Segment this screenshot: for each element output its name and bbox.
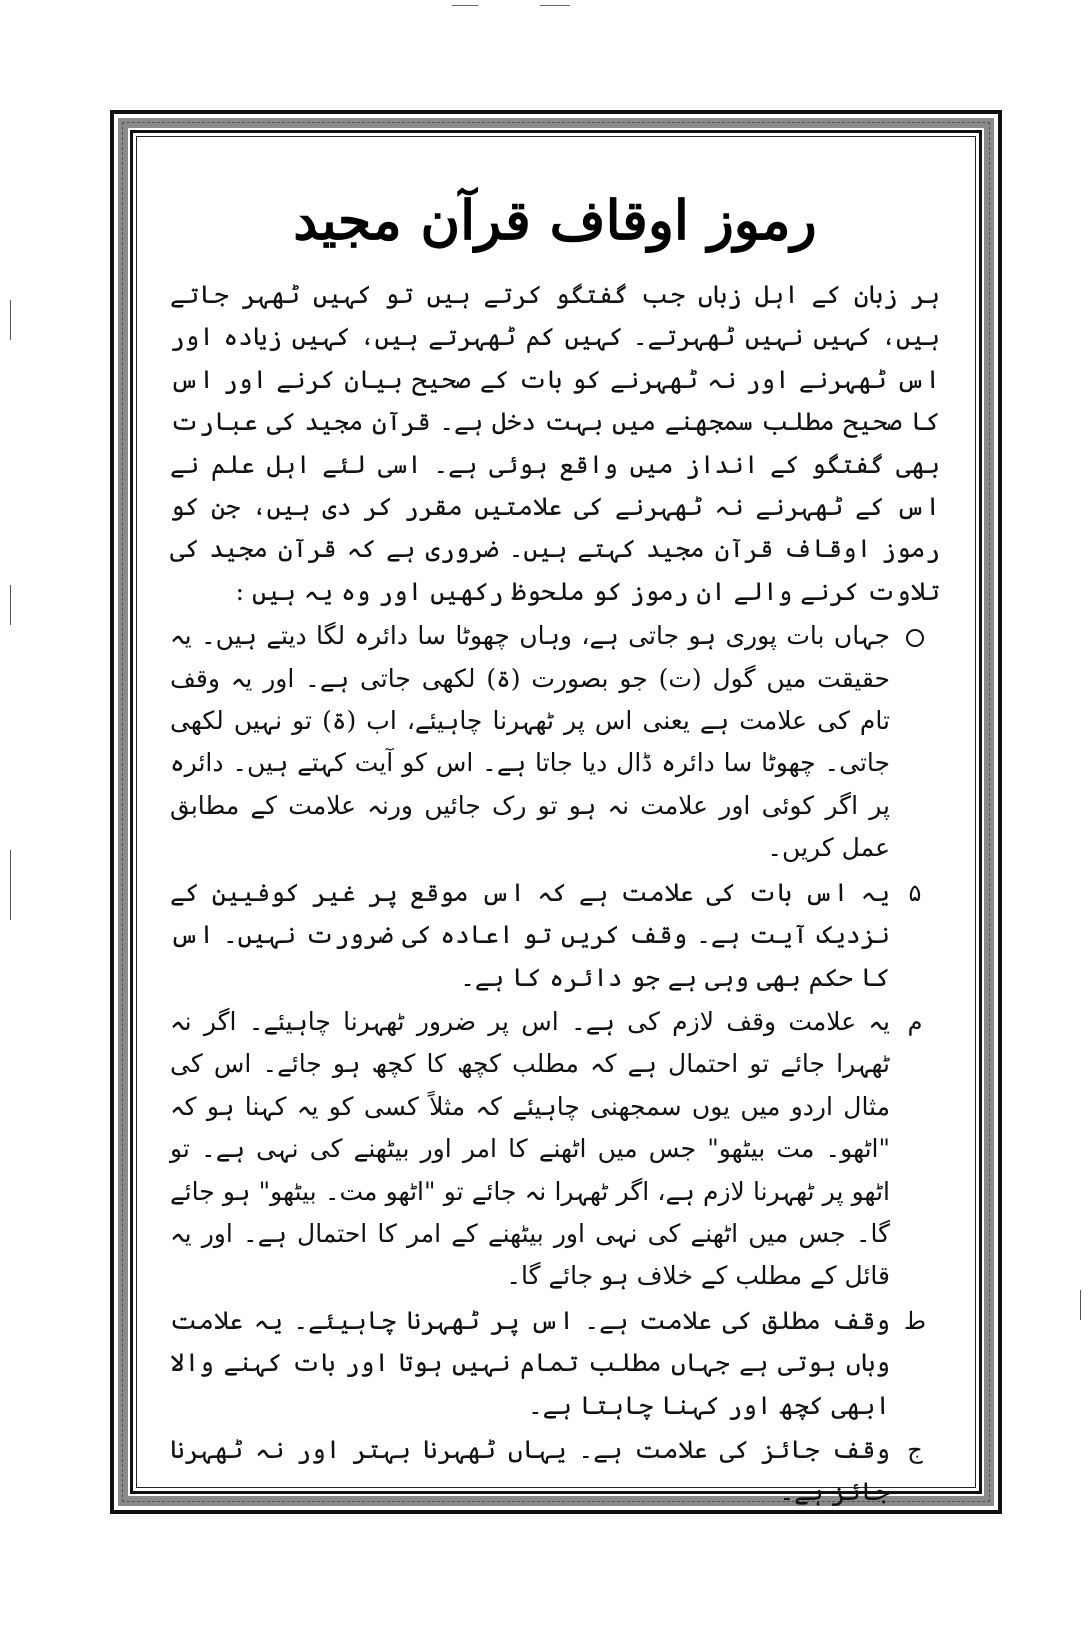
scan-edge-mark xyxy=(10,300,11,340)
rule-item xyxy=(170,615,940,869)
scan-edge-mark xyxy=(10,585,11,625)
page-title: رموز اوقاف قرآن مجید xyxy=(293,188,817,252)
rule-text: یہ اس بات کی علامت ہے کہ اس موقع پر غیر کوفیین کے نزدیک آیت ہے۔ وقف کریں تو اعادہ کی ضرورت نہیں۔ اس کا حکم بھی وہی ہے جو دائرہ کا ہے۔ xyxy=(170,877,890,992)
scan-edge-mark xyxy=(10,850,11,920)
rule-marker: ۵ xyxy=(908,878,922,907)
rule-item xyxy=(170,1429,940,1514)
circle-stop-icon xyxy=(890,615,940,869)
intro-paragraph: ہر زبان کے اہل زباں جب گفتگو کرتے ہیں تو کہیں ٹھہر جاتے ہیں، کہیں نہیں ٹھہرتے۔ کہیں کم ٹھہرتے ہیں، کہیں زیادہ اور اس ٹھہرنے اور نہ ٹھہرنے کو بات کے صحیح بیان کرنے اور اس کا صحیح مطلب سمجھنے میں بہت دخل ہے۔ قرآن مجید کی عبارت بھی گفتگو کے انداز میں واقع ہوئی ہے۔ اسی لئے اہل علم نے اس کے ٹھہرنے نہ ٹھہرنے کی علامتیں مقرر کر دی ہیں، جن کو رموز اوقاف قرآن مجید کہتے ہیں۔ ضروری ہے کہ قرآن مجید کی تلاوت کرنے والے ان رموز کو ملحوظ رکھیں اور وہ یہ ہیں : xyxy=(170,280,940,606)
rule-text: وقف جائز کی علامت ہے۔ یہاں ٹھہرنا بہتر اور نہ ٹھہرنا جائز ہے۔ xyxy=(170,1434,890,1507)
scan-edge-mark xyxy=(1080,1290,1081,1320)
page-content xyxy=(170,180,940,1514)
rule-item xyxy=(170,872,940,999)
rule-item xyxy=(170,1300,940,1427)
rule-marker: م xyxy=(907,1007,923,1036)
rule-marker: ج xyxy=(907,1435,923,1464)
rule-item xyxy=(170,1001,940,1298)
rule-text: یہ علامت وقف لازم کی ہے۔ اس پر ضرور ٹھہرنا چاہیئے۔ اگر نہ ٹھہرا جائے تو احتمال ہے کہ مطلب کچھ کا کچھ ہو جائے۔ اس کی مثال اردو میں یوں سمجھنی چاہیئے کہ مثلاً کسی کو یہ کہنا ہو کہ "اٹھو۔ مت بیٹھو" جس میں اٹھنے کا امر اور بیٹھنے کی نہی ہے۔ تو اٹھو پر ٹھہرنا لازم ہے، اگر ٹھہرا نہ جائے تو "اٹھو مت۔ بیٹھو" ہو جائے گا۔ جس میں اٹھنے کی نہی اور بیٹھنے کے امر کا احتمال ہے۔ اور یہ قائل کے مطلب کے خلاف ہو جائے گا۔ xyxy=(170,1006,890,1291)
rule-text: وقف مطلق کی علامت ہے۔ اس پر ٹھہرنا چاہیئے۔ یہ علامت وہاں ہوتی ہے جہاں مطلب تمام نہیں ہوتا اور بات کہنے والا ابھی کچھ اور کہنا چاہتا ہے۔ xyxy=(170,1305,890,1420)
scan-top-marks xyxy=(0,2,1091,12)
rule-marker: ط xyxy=(903,1306,927,1335)
rule-text: جہاں بات پوری ہو جاتی ہے، وہاں چھوٹا سا دائرہ لگا دیتے ہیں۔ یہ حقیقت میں گول (ت) جو بصورت (ۃ) لکھی جاتی ہے۔ اور یہ وقف تام کی علامت ہے یعنی اس پر ٹھہرنا چاہیئے، اب (ۃ) تو نہیں لکھی جاتی۔ چھوٹا سا دائرہ ڈال دیا جاتا ہے۔ اس کو آیت کہتے ہیں۔ دائرہ پر اگر کوئی اور علامت نہ ہو تو رک جائیں ورنہ علامت کے مطابق عمل کریں۔ xyxy=(170,621,890,863)
